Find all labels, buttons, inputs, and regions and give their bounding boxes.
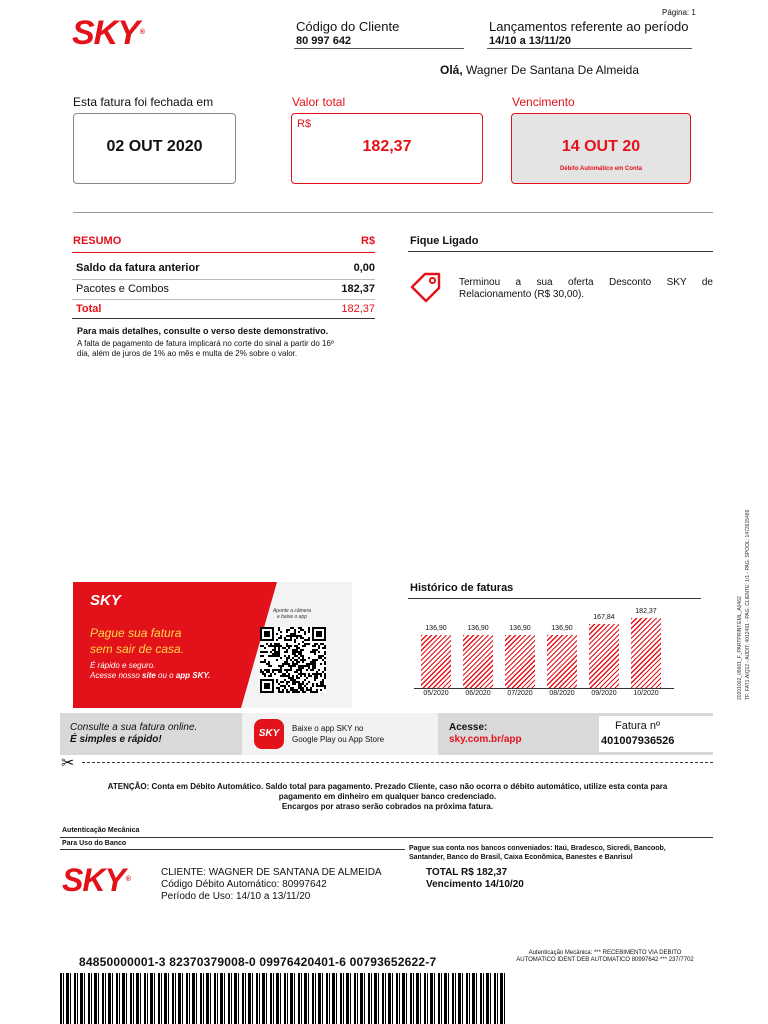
- invoice-label: Fatura nº: [615, 720, 660, 732]
- attention-block: [62, 782, 713, 812]
- consult-text: [70, 722, 197, 746]
- section-divider: [73, 212, 713, 213]
- total-currency: R$: [297, 118, 312, 130]
- bank-use-line: [60, 849, 405, 850]
- total-label: Valor total: [292, 95, 346, 109]
- consult-line-2: É simples e rápido!: [70, 734, 162, 745]
- fique-ligado-line: [408, 251, 713, 252]
- sky-logo: [72, 14, 144, 52]
- app-line-2: Google Play ou App Store: [292, 735, 385, 744]
- barcode-number: 84850000001-3 82370379008-0 09976420401-6 00793652622-7: [79, 955, 437, 969]
- chart-bar: [589, 624, 619, 688]
- slip-usage-period: Período de Uso: 14/10 a 13/11/20: [161, 891, 311, 902]
- resumo-row: [72, 262, 375, 274]
- historico-title-line: [408, 598, 701, 599]
- fique-ligado-line-1: Terminou a sua oferta Desconto SKY de: [459, 277, 713, 288]
- due-box: [511, 113, 691, 184]
- client-code-underline: [294, 48, 464, 49]
- chart-category-label: 08/2020: [549, 690, 575, 697]
- side-code-1: 20201002_09661_F_PARTPRINT.EML_A0462: [737, 596, 743, 700]
- history-chart: [408, 600, 701, 700]
- barcode: [60, 973, 508, 1024]
- promo-sub-2-app: app SKY.: [175, 671, 211, 680]
- chart-value-label: 136,90: [467, 625, 489, 632]
- resumo-row-divider: [72, 279, 375, 280]
- slip-registered-mark: ®: [125, 876, 130, 883]
- chart-value-label: 136,90: [551, 625, 573, 632]
- attention-text-1: Conta em Débito Automático. Saldo total para pagamento. Prezado Cliente, caso não ocorra o débito automático, utilize esta conta para: [151, 782, 668, 791]
- resumo-bottom-line: [72, 318, 375, 319]
- chart-category-label: 07/2020: [507, 690, 533, 697]
- chart-value-label: 167,84: [593, 614, 615, 621]
- chart-category-label: 05/2020: [423, 690, 449, 697]
- tag-icon: [408, 271, 444, 305]
- slip-total: TOTAL R$ 182,37: [426, 867, 508, 878]
- warning-line-2: dia, além de juros de 1% ao mês e multa de 2% sobre o valor.: [77, 349, 298, 358]
- client-code-label: Código do Cliente: [296, 19, 400, 34]
- attention-line-2: pagamento em dinheiro em qualquer banco credenciado.: [278, 792, 497, 801]
- slip-total-info: [426, 867, 524, 891]
- resumo-row-value: 182,37: [341, 283, 375, 295]
- app-line-1: Baixe o app SKY no: [292, 724, 364, 733]
- slip-sky-logo-text: SKY: [62, 862, 125, 898]
- closed-date: 02 OUT 2020: [106, 138, 203, 155]
- attention-line-1: [62, 782, 713, 792]
- chart-value-label: 136,90: [425, 625, 447, 632]
- chart-value-label: 136,90: [509, 625, 531, 632]
- customer-name: Wagner De Santana De Almeida: [466, 63, 640, 77]
- qr-caption-2: e baixe o app: [276, 614, 308, 620]
- chart-baseline: [414, 688, 674, 689]
- chart-category-label: 09/2020: [591, 690, 617, 697]
- auth-note: [505, 950, 705, 964]
- greeting: [440, 63, 639, 77]
- scissors-icon: ✂: [61, 755, 75, 772]
- invoice-number: 401007936526: [601, 735, 675, 747]
- details-note: Para mais detalhes, consulte o verso deste demonstrativo.: [77, 326, 329, 336]
- sky-logo-text: SKY: [72, 14, 139, 52]
- period-underline: [487, 48, 692, 49]
- resumo-currency: R$: [361, 235, 376, 247]
- historico-title: Histórico de faturas: [410, 582, 514, 594]
- promo-sub-2-site: site: [142, 671, 156, 680]
- closed-date-box: [73, 113, 236, 184]
- resumo-row: [72, 283, 375, 295]
- resumo-top-line: [72, 252, 375, 253]
- greeting-hello: Olá,: [440, 63, 463, 77]
- access-block: [449, 722, 522, 746]
- app-text: [292, 723, 384, 745]
- auth-note-2: AUTOMATICO IDENT DEB AUTOMATICO 80997642 *** 237/7702: [516, 957, 694, 963]
- consult-line-1: Consulte a sua fatura online.: [70, 722, 198, 733]
- auth-line: [60, 837, 713, 838]
- qr-caption-1: Aponte a câmera: [272, 608, 312, 614]
- promo-sky-logo: SKY: [90, 592, 121, 609]
- total-box: [291, 113, 483, 184]
- qr-caption: [262, 608, 322, 620]
- qr-code[interactable]: [260, 627, 326, 693]
- warning-line-1: A falta de pagamento de fatura implicará no corte do sinal a partir do 16º: [77, 339, 334, 348]
- app-icon[interactable]: SKY: [254, 719, 284, 749]
- fique-ligado-title: Fique Ligado: [410, 235, 479, 247]
- page-number: Página: 1: [662, 8, 696, 17]
- promo-sub-2: [90, 671, 210, 680]
- slip-due: Vencimento 14/10/20: [426, 879, 524, 890]
- slip-sky-logo: [62, 862, 130, 898]
- chart-bar: [505, 635, 535, 688]
- resumo-total-value: 182,37: [341, 303, 375, 315]
- chart-value-label: 182,37: [635, 608, 657, 615]
- due-note: Débito Automático em Conta: [559, 166, 643, 172]
- bank-use-label: Para Uso do Banco: [62, 840, 127, 847]
- resumo-row-divider: [72, 299, 375, 300]
- banks-line-1: Pague sua conta nos bancos conveniados: Itaú, Bradesco, Sicredi, Bancoob,: [409, 845, 666, 852]
- resumo-row-label: Pacotes e Combos: [76, 283, 169, 295]
- side-code-2: TF: FAT1.AIQ12 - AUDIT: 4012491 - PAG. CLIENTE: 1/1 - PAG. SPOOL: 1472615489: [745, 509, 751, 700]
- promo-headline-1: Pague sua fatura: [90, 626, 182, 640]
- period-label: Lançamentos referente ao período: [489, 19, 689, 34]
- due-label: Vencimento: [512, 95, 575, 109]
- resumo-total-label: Total: [76, 303, 102, 315]
- chart-bar: [463, 635, 493, 688]
- resumo-row-value: 0,00: [353, 262, 375, 274]
- promo-sub-1: É rápido e seguro.: [90, 661, 156, 670]
- closed-label: Esta fatura foi fechada em: [73, 95, 214, 109]
- total-value: 182,37: [362, 138, 412, 155]
- cut-line: [82, 762, 713, 763]
- banks-line-2: Santander, Banco do Brasil, Caixa Econômica, Banestes e Banrisul: [409, 854, 633, 861]
- promo-sub-2-c: ou o: [155, 671, 176, 680]
- auth-label: Autenticação Mecânica: [62, 827, 140, 834]
- period-value: 14/10 a 13/11/20: [489, 35, 571, 47]
- fique-ligado-line-2: Relacionamento (R$ 30,00).: [459, 289, 585, 300]
- resumo-row-label: Saldo da fatura anterior: [76, 262, 200, 274]
- chart-bar: [547, 635, 577, 688]
- resumo-title: RESUMO: [73, 235, 122, 247]
- access-label: Acesse:: [449, 722, 488, 733]
- chart-bar: [421, 635, 451, 688]
- promo-sub-2-a: Acesse nosso: [90, 671, 143, 680]
- resumo-total-row: [72, 303, 375, 315]
- registered-mark: ®: [139, 29, 145, 36]
- client-code: 80 997 642: [296, 35, 352, 47]
- auth-note-1: Autenticação Mecânica: *** RECEBIMENTO VIA DEBITO: [528, 950, 682, 956]
- chart-bar: [631, 618, 661, 688]
- chart-category-label: 10/2020: [633, 690, 659, 697]
- slip-client-name: CLIENTE: WAGNER DE SANTANA DE ALMEIDA: [161, 867, 382, 878]
- fique-ligado-message: [459, 277, 713, 301]
- due-date: 14 OUT 20: [561, 138, 641, 155]
- banks-note: [409, 844, 666, 862]
- access-url[interactable]: sky.com.br/app: [449, 734, 522, 745]
- slip-debit-code: Código Débito Automático: 80997642: [161, 879, 327, 890]
- chart-category-label: 06/2020: [465, 690, 491, 697]
- attention-label: ATENÇÃO:: [107, 782, 150, 791]
- attention-line-3: Encargos por atraso serão cobrados na próxima fatura.: [281, 802, 494, 811]
- promo-headline-2: sem sair de casa.: [90, 642, 185, 656]
- slip-client-info: [161, 867, 382, 903]
